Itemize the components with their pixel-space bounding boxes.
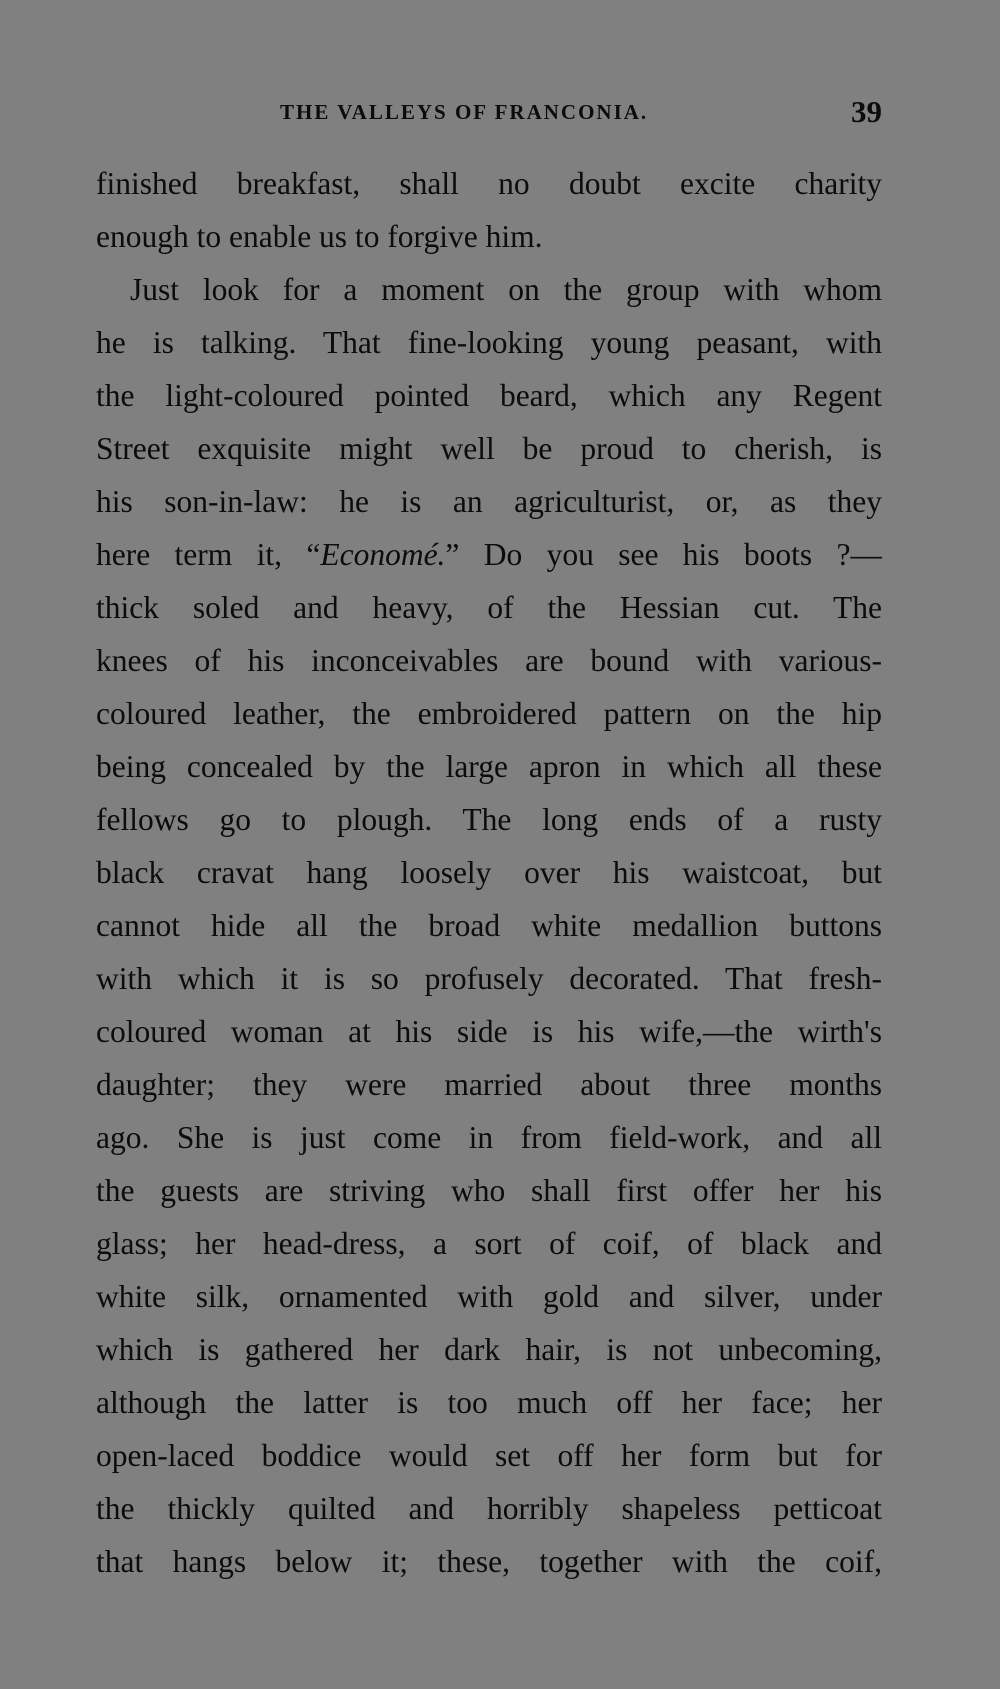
text-line: fellows go to plough. The long ends of a rusty bbox=[96, 802, 882, 837]
text-line: the thickly quilted and horribly shapeless petticoat bbox=[96, 1491, 882, 1526]
text-line-with-italic bbox=[96, 528, 882, 581]
running-title: THE VALLEYS OF FRANCONIA. bbox=[280, 100, 649, 124]
text-line: knees of his inconceivables are bound with various- bbox=[96, 643, 882, 678]
text-line: Street exquisite might well be proud to cherish, is bbox=[96, 431, 882, 466]
text-line: enough to enable us to forgive him. bbox=[96, 219, 543, 254]
text-line: open-laced boddice would set off her form but for bbox=[96, 1438, 882, 1473]
text-line: ago. She is just come in from field-work, and all bbox=[96, 1120, 882, 1155]
text-line: being concealed by the large apron in which all these bbox=[96, 749, 882, 784]
text-line: he is talking. That fine-looking young peasant, with bbox=[96, 325, 882, 360]
page-number: 39 bbox=[851, 94, 882, 129]
italic-term: Economé. bbox=[320, 537, 446, 572]
text-line: finished breakfast, shall no doubt excite charity bbox=[96, 166, 882, 201]
text-line: daughter; they were married about three months bbox=[96, 1067, 882, 1102]
text-line: Just look for a moment on the group with whom bbox=[130, 272, 882, 307]
running-head bbox=[96, 94, 882, 134]
text-line: the light-coloured pointed beard, which any Regent bbox=[96, 378, 882, 413]
text-line: coloured woman at his side is his wife,—the wirth's bbox=[96, 1014, 882, 1049]
text-line: with which it is so profusely decorated. That fresh- bbox=[96, 961, 882, 996]
text-line: although the latter is too much off her face; her bbox=[96, 1385, 882, 1420]
text-line: cannot hide all the broad white medallion buttons bbox=[96, 908, 882, 943]
line-segment: ” Do you see his boots ?— bbox=[445, 537, 882, 572]
text-line: thick soled and heavy, of the Hessian cut. The bbox=[96, 590, 882, 625]
text-line: white silk, ornamented with gold and silver, under bbox=[96, 1279, 882, 1314]
text-line: black cravat hang loosely over his waistcoat, but bbox=[96, 855, 882, 890]
text-line: coloured leather, the embroidered pattern on the hip bbox=[96, 696, 882, 731]
text-line: glass; her head-dress, a sort of coif, of black and bbox=[96, 1226, 882, 1261]
text-line: his son-in-law: he is an agriculturist, or, as they bbox=[96, 484, 882, 519]
line-segment: here term it, “ bbox=[96, 537, 321, 572]
text-line: which is gathered her dark hair, is not unbecoming, bbox=[96, 1332, 882, 1367]
body-text bbox=[96, 157, 882, 1588]
text-line: that hangs below it; these, together with the coif, bbox=[96, 1544, 882, 1579]
text-line: the guests are striving who shall first offer her his bbox=[96, 1173, 882, 1208]
